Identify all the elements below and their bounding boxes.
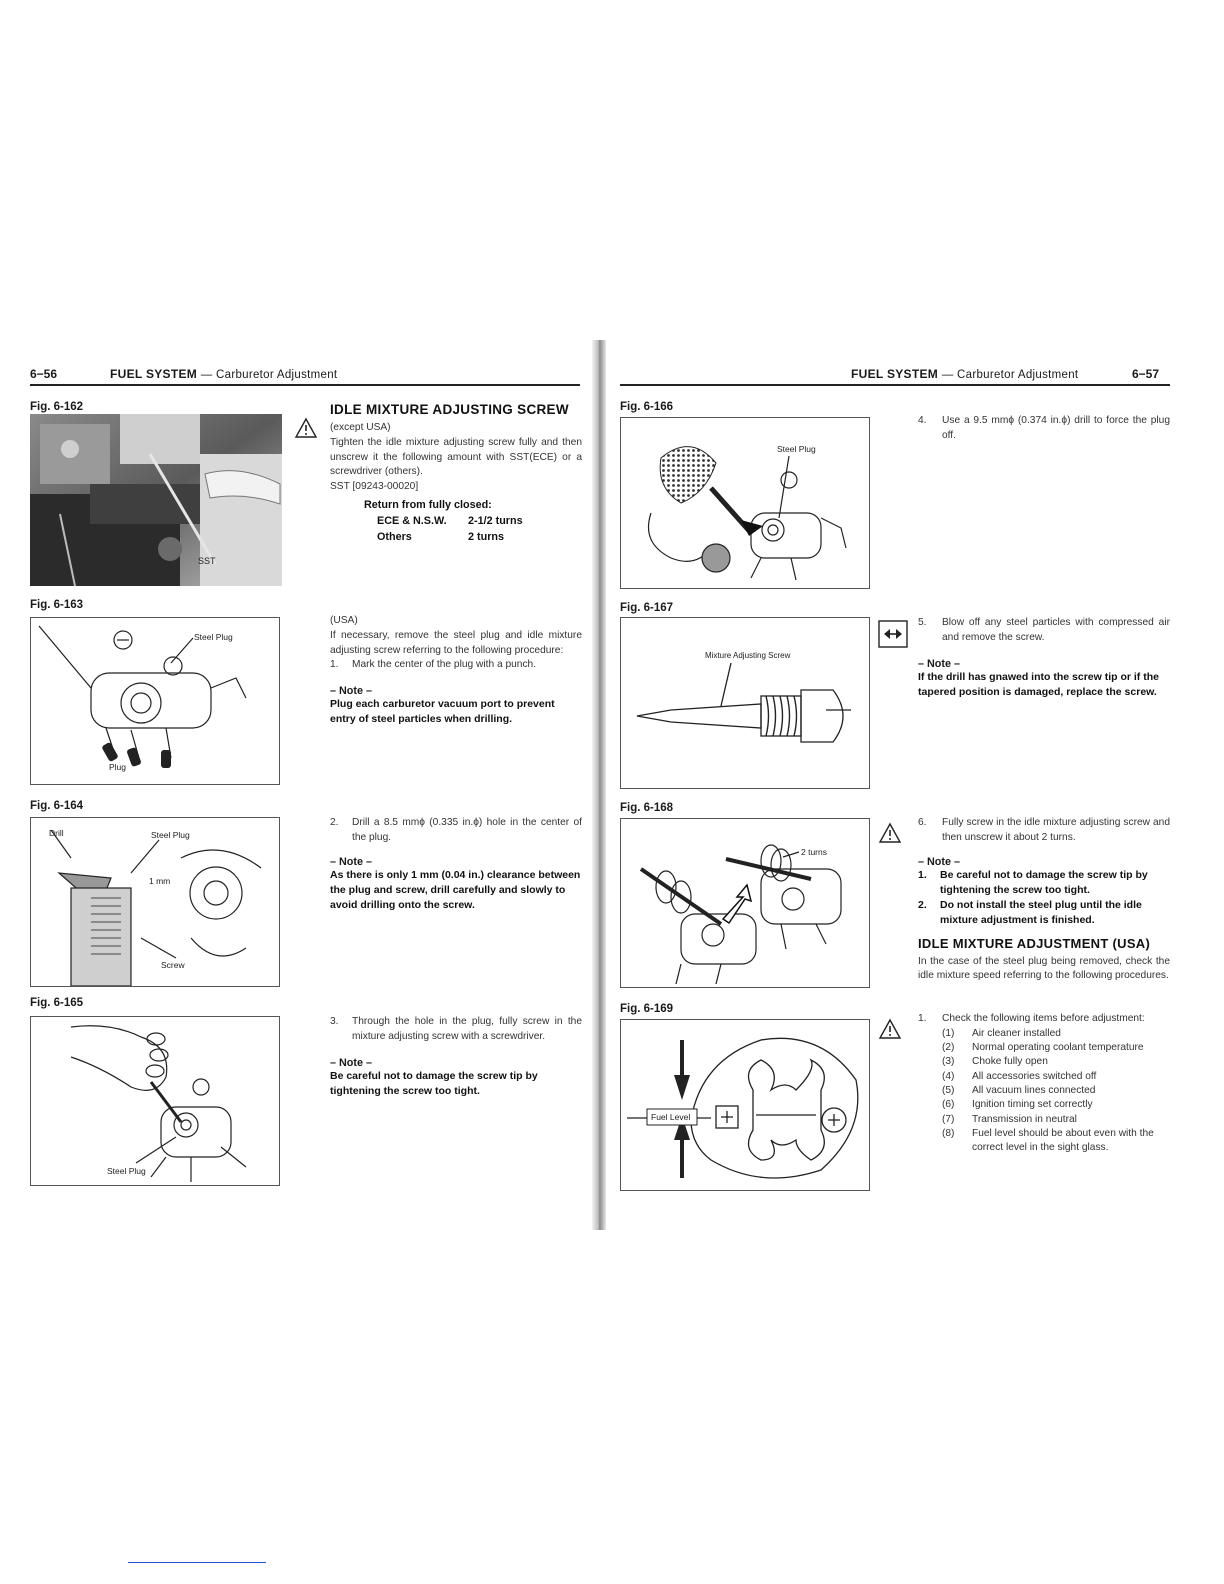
fig-162-callout-sst: SST (198, 556, 216, 566)
step-text: Use a 9.5 mmϕ (0.374 in.ϕ) drill to force the plug off. (942, 415, 1170, 441)
fig-168-callout-2-turns: 2 turns (801, 847, 827, 857)
right-header-title: FUEL SYSTEM (851, 367, 939, 381)
step-number: 1. (330, 659, 339, 671)
fig-167-box (620, 617, 870, 789)
spec-row-others (377, 529, 582, 545)
fig-164-box (30, 817, 280, 987)
note-body: If the drill has gnawed into the screw tip or if the tapered position is damaged, replace the screw. (918, 670, 1159, 698)
step-number: 2. (330, 817, 339, 828)
fig-165-callout-steel-plug: Steel Plug (107, 1166, 146, 1176)
fig-165-box (30, 1016, 280, 1186)
step-number: 1. (918, 1013, 927, 1024)
check-items (942, 1027, 1170, 1156)
adjustment-intro: In the case of the steel plug being removed, check the idle mixture speed referring to the following procedures. (918, 955, 1170, 982)
spec-value: 2 turns (468, 530, 504, 543)
air-blow-icon (878, 620, 908, 648)
fig-168-box (620, 818, 870, 988)
note-body: Be careful not to damage the screw tip by tightening the screw too tight. (330, 1069, 538, 1097)
caution-icon (878, 1018, 902, 1040)
fig-167-callout-mixture-adjusting-screw: Mixture Adjusting Screw (705, 651, 791, 660)
note-item: 2. Do not install the steel plug until the idle mixture adjustment is finished. (918, 898, 1142, 926)
right-header-rule (620, 384, 1170, 386)
step-4 (918, 414, 1170, 444)
step-3 (330, 1015, 582, 1045)
step-number: 6. (918, 817, 927, 828)
usa-procedure (330, 614, 582, 727)
footer-rule (128, 1562, 266, 1563)
fig-169-label: Fig. 6-169 (620, 1003, 674, 1015)
left-header (110, 367, 337, 381)
note-list (918, 868, 1170, 928)
spec-key: Others (377, 530, 412, 543)
fig-162-photo (30, 414, 282, 586)
fig-168-label: Fig. 6-168 (620, 802, 674, 814)
fig-166-callout-steel-plug: Steel Plug (777, 444, 816, 454)
left-header-rule (30, 384, 580, 386)
fig-162-label: Fig. 6-162 (30, 401, 84, 413)
intro-body: Tighten the idle mixture adjusting screw fully and then unscrew it the following amount with SST(ECE) or a screwdriver (others). (330, 436, 582, 478)
check-item: (1) Air cleaner installed (942, 1027, 1061, 1039)
note-item: 1. Be careful not to damage the screw tip by tightening the screw too tight. (918, 868, 1148, 896)
left-header-subtitle: — Carburetor Adjustment (200, 369, 338, 381)
step-number: 4. (918, 415, 927, 426)
step-6-block (918, 816, 1170, 984)
right-page-number: 6−57 (1132, 367, 1160, 381)
step-text: Through the hole in the plug, fully screw in the mixture adjusting screw with a screwdriver. (352, 1016, 582, 1042)
check-item: (3) Choke fully open (942, 1056, 1048, 1068)
note-heading: – Note – (918, 855, 961, 868)
usa-body: If necessary, remove the steel plug and idle mixture adjusting screw referring to the following procedure: (330, 629, 582, 656)
right-header (851, 367, 1078, 381)
fig-163-box (30, 617, 280, 785)
check-item: (5) All vacuum lines connected (942, 1084, 1096, 1096)
step-2-block (330, 816, 582, 913)
spec-row-ece (377, 513, 582, 529)
note-heading: – Note – (330, 855, 373, 868)
except-usa-label: (except USA) (330, 422, 391, 433)
fig-164-callout-1mm: 1 mm (149, 876, 171, 886)
fig-166-box (620, 417, 870, 589)
right-header-subtitle: — Carburetor Adjustment (941, 369, 1079, 381)
spec-title: Return from fully closed: (364, 498, 492, 511)
caution-icon (878, 822, 902, 844)
fig-165-label: Fig. 6-165 (30, 997, 84, 1009)
note-body: Plug each carburetor vacuum port to prevent entry of steel particles when drilling. (330, 698, 555, 726)
step-number: 5. (918, 617, 927, 628)
check-item: (7) Transmission in neutral (942, 1113, 1077, 1125)
section-title-idle-mixture-adjustment: IDLE MIXTURE ADJUSTMENT (USA) (918, 935, 1151, 951)
step-text: Fully screw in the idle mixture adjusting screw and then unscrew it about 2 turns. (942, 817, 1170, 843)
step-5-block (918, 616, 1170, 700)
step-3-block (330, 1015, 582, 1099)
fig-169-box (620, 1019, 870, 1191)
note-heading: – Note – (918, 657, 961, 670)
spec-key: ECE & N.S.W. (377, 514, 447, 527)
book-gutter (592, 340, 606, 1230)
step-text: Check the following items before adjustment: (942, 1013, 1145, 1024)
fig-169-callout-fuel-level: Fuel Level (651, 1112, 691, 1122)
step-1 (330, 658, 582, 673)
left-page-number: 6−56 (30, 367, 58, 381)
step-2 (330, 816, 582, 846)
check-item: (8) Fuel level should be about even with the correct level in the sight glass. (942, 1127, 1154, 1154)
step-5 (918, 616, 1170, 646)
check-item: (4) All accessories switched off (942, 1070, 1097, 1082)
check-item: (6) Ignition timing set correctly (942, 1099, 1093, 1111)
fig-166-label: Fig. 6-166 (620, 401, 674, 413)
fig-163-callout-plug: Plug (109, 762, 127, 772)
step-text: Blow off any steel particles with compressed air and remove the screw. (942, 617, 1170, 643)
check-list-block (918, 1012, 1170, 1155)
step-4-block (918, 414, 1170, 444)
note-heading: – Note – (330, 1056, 373, 1069)
sst-number: SST [09243-00020] (330, 481, 419, 493)
step-text: Drill a 8.5 mmϕ (0.335 in.ϕ) hole in the center of the plug. (352, 817, 582, 843)
step-6 (918, 816, 1170, 846)
fig-164-callout-screw: Screw (161, 960, 185, 970)
usa-label: (USA) (330, 615, 358, 626)
fig-163-label: Fig. 6-163 (30, 599, 84, 611)
left-text-column (330, 402, 582, 545)
fig-164-label: Fig. 6-164 (30, 800, 84, 812)
step-number: 3. (330, 1016, 339, 1027)
fig-163-callout-steel-plug: Steel Plug (194, 632, 233, 642)
caution-icon (294, 417, 318, 439)
check-item: (2) Normal operating coolant temperature (942, 1042, 1144, 1054)
check-step-1 (918, 1012, 1170, 1027)
step-text: Mark the center of the plug with a punch. (352, 659, 537, 671)
note-heading: – Note – (330, 685, 373, 698)
note-body: As there is only 1 mm (0.04 in.) clearance between the plug and screw, drill carefully and slowly to avoid drilling onto the screw. (330, 868, 581, 911)
left-header-title: FUEL SYSTEM (110, 367, 198, 381)
fig-164-callout-steel-plug: Steel Plug (151, 830, 190, 840)
spec-value: 2-1/2 turns (468, 514, 523, 527)
fig-167-label: Fig. 6-167 (620, 602, 674, 614)
section-title-idle-mixture-adjusting-screw: IDLE MIXTURE ADJUSTING SCREW (330, 402, 569, 417)
fig-164-callout-drill: Drill (49, 828, 64, 838)
